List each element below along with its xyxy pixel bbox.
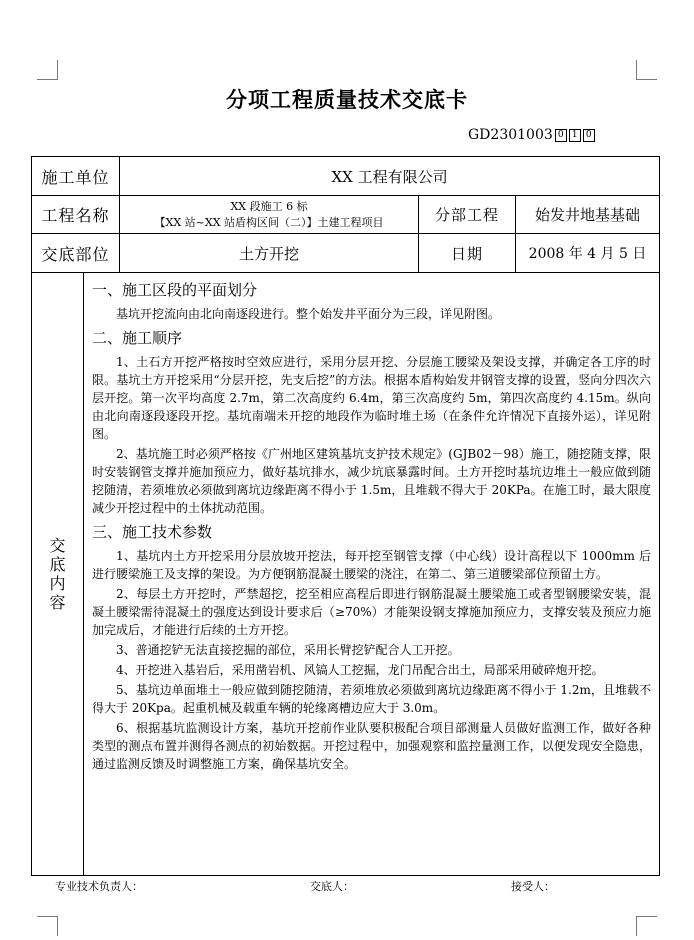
project-value — [120, 196, 419, 234]
section-paragraph: 2、基坑施工时必须严格按《广州地区建筑基坑支护技术规定》(GJB02－98）施工，随挖随支撑，限时安装钢管支撑并施加预应力，做好基坑排水，减少坑底暴露时间。土方开挖时基坑边堆土一般应做到随挖随清，若须堆放必须做到离坑边缘距离不得小于 1.5m，且堆载不得大于 20KPa。在施工时，最大限度减少开挖过程中的土体扰动范围。 — [92, 447, 652, 515]
unit-label: 施工单位 — [32, 157, 120, 196]
doc-number-box: 0 — [555, 129, 567, 142]
section-paragraph: 3、普通挖铲无法直接挖掘的部位，采用长臂挖铲配合人工开挖。 — [116, 643, 460, 657]
disclosure-content — [84, 273, 660, 876]
content-side-label — [32, 273, 84, 876]
section-heading: 三、施工技术参数 — [92, 523, 213, 541]
date-value: 2008 年 4 月 5 日 — [516, 234, 660, 273]
unit-value: XX 工程有限公司 — [120, 157, 660, 196]
project-line-1: XX 段施工 6 标 — [230, 199, 308, 213]
project-label: 工程名称 — [32, 196, 120, 234]
tech-lead-signature: 专业技术负责人： — [55, 880, 143, 893]
doc-number-box: 1 — [569, 129, 581, 142]
document-number — [468, 127, 595, 143]
crop-mark-bottom-left-v — [57, 916, 58, 936]
crop-mark-bottom-left-h — [37, 916, 57, 917]
section-paragraph: 1、基坑内土方开挖采用分层放坡开挖法，每开挖至钢管支撑（中心线）设计高程以下 1000mm 后进行腰梁施工及支撑的架设。为方便钢筋混凝土腰梁的浇注，在第二、第三道腰梁部位预留土方。 — [92, 549, 652, 581]
disclosure-table — [31, 156, 660, 876]
crop-mark-top-left-h — [37, 79, 57, 80]
subproject-label: 分部工程 — [419, 196, 516, 234]
crop-mark-bottom-right-v — [636, 916, 637, 936]
crop-mark-bottom-right-h — [637, 916, 657, 917]
section-paragraph: 2、每层土方开挖时，严禁超挖，挖至相应高程后即进行钢筋混凝土腰梁施工或者型钢腰梁安装，混凝土腰梁需待混凝土的强度达到设计要求后（≥70%）才能架设钢支撑施加预应力，支撑安装及预应力施加完成后，才能进行后续的土方开挖。 — [92, 587, 652, 637]
date-label: 日期 — [419, 234, 516, 273]
document-code: GD2301003 — [468, 127, 553, 143]
side-char: 容 — [49, 593, 66, 612]
side-char: 底 — [49, 555, 66, 574]
crop-mark-top-right-h — [637, 79, 657, 80]
side-char: 内 — [49, 574, 66, 593]
receiver-signature: 接受人： — [511, 880, 555, 893]
document-title: 分项工程质量技术交底卡 — [226, 87, 468, 112]
section-paragraph: 6、根据基坑监测设计方案，基坑开挖前作业队要积极配合项目部测量人员做好监测工作，做好各种类型的测点布置并测得各测点的初始数据。开挖过程中，加强观察和监控量测工作，以便发现安全隐患，通过监测反馈及时调整施工方案，确保基坑安全。 — [92, 721, 652, 771]
section-paragraph: 基坑开挖流向由北向南逐段进行。整个始发井平面分为三段，详见附图。 — [116, 307, 501, 321]
project-line-2: 【XX 站~XX 站盾构区间（二）】土建工程项目 — [154, 215, 384, 229]
section-heading: 二、施工顺序 — [92, 329, 183, 347]
crop-mark-top-left-v — [57, 60, 58, 80]
crop-mark-top-right-v — [636, 60, 637, 80]
part-value: 土方开挖 — [120, 234, 419, 273]
part-label: 交底部位 — [32, 234, 120, 273]
section-paragraph: 5、基坑边单面堆土一般应做到随挖随清，若须堆放必须做到离坑边缘距离不得小于 1.2m，且堆载不得大于 20Kpa。起重机械及载重车辆的轮缘离槽边应大于 3.0m。 — [92, 683, 652, 715]
section-paragraph: 4、开挖进入基岩后，采用凿岩机、风镐人工挖掘，龙门吊配合出土，局部采用破碎炮开挖。 — [116, 663, 604, 677]
discloser-signature: 交底人： — [310, 880, 354, 893]
section-paragraph: 1、土石方开挖严格按时空效应进行，采用分层开挖、分层施工腰梁及架设支撑，并确定各工序的时限。基坑土方开挖采用“分层开挖，先支后挖”的方法。根据本盾构始发井钢管支撑的设置，竖向分四次六层开挖。第一次平均高度 2.7m，第二次高度约 6.4m，第三次高度约 5m，第四次高度约 4.15m。纵向由北向南逐段逐段开挖。基坑南端未开挖的地段作为临时堆土场（在条件允许情况下直接外运），详见附图。 — [92, 355, 652, 441]
side-char: 交 — [49, 536, 66, 555]
section-heading: 一、施工区段的平面划分 — [92, 281, 258, 299]
doc-number-box: 0 — [583, 129, 595, 142]
subproject-value: 始发井地基基础 — [516, 196, 660, 234]
